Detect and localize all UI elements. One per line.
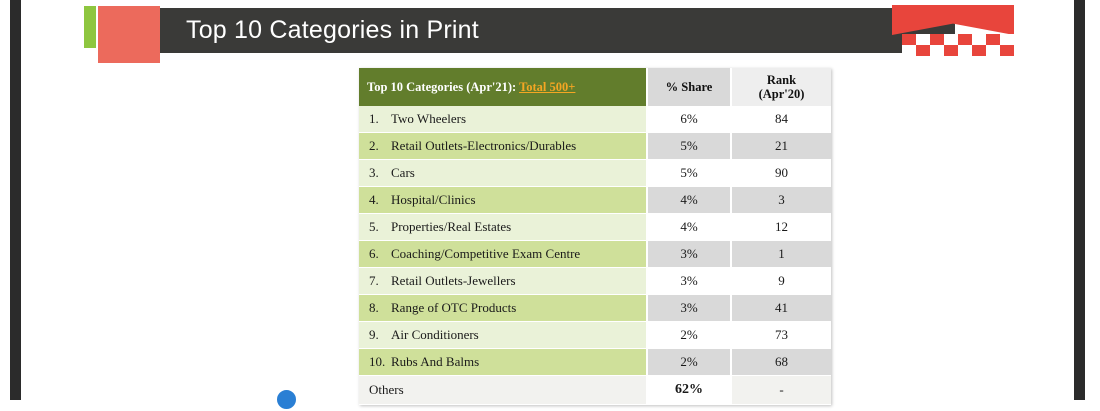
- cell-share: 5%: [647, 133, 731, 160]
- cell-index: 4.: [369, 192, 379, 207]
- cell-index: 7.: [369, 273, 379, 288]
- cell-rank: 68: [731, 349, 831, 376]
- table-row: [359, 133, 831, 160]
- table-row: [359, 322, 831, 349]
- cell-category-label: Rubs And Balms: [391, 354, 480, 369]
- cell-index: 2.: [369, 138, 379, 153]
- decor-red-tab: [98, 6, 160, 63]
- cell-category-label: Cars: [391, 165, 415, 180]
- cell-rank: 90: [731, 160, 831, 187]
- cell-category-label: Others: [369, 382, 404, 397]
- column-header-rank-line1: Rank: [766, 72, 797, 87]
- table-row: [359, 160, 831, 187]
- cell-category: [359, 133, 647, 160]
- slide-content: [43, 0, 1052, 400]
- cell-index: 6.: [369, 246, 379, 261]
- column-header-rank: [731, 68, 831, 106]
- cell-rank: 73: [731, 322, 831, 349]
- cell-rank: 3: [731, 187, 831, 214]
- cell-category: [359, 349, 647, 376]
- decor-checkerboard: [902, 34, 1014, 56]
- decor-green-tab: [84, 6, 96, 48]
- cell-category: [359, 268, 647, 295]
- table-row: [359, 214, 831, 241]
- cell-category: [359, 106, 647, 133]
- cell-rank: 12: [731, 214, 831, 241]
- cell-share: 2%: [647, 322, 731, 349]
- cell-share: 5%: [647, 160, 731, 187]
- cell-category-label: Retail Outlets-Electronics/Durables: [391, 138, 577, 153]
- cell-category-label: Properties/Real Estates: [391, 219, 512, 234]
- column-header-category: [359, 68, 647, 106]
- table-row: [359, 187, 831, 214]
- cell-rank: 1: [731, 241, 831, 268]
- cell-category: [359, 160, 647, 187]
- table-row: [359, 106, 831, 133]
- cell-category: [359, 187, 647, 214]
- cell-share: 3%: [647, 241, 731, 268]
- cell-category-label: Two Wheelers: [391, 111, 467, 126]
- cell-category: [359, 322, 647, 349]
- cell-category: [359, 241, 647, 268]
- table-row: [359, 241, 831, 268]
- cell-share: 3%: [647, 295, 731, 322]
- cell-rank: -: [731, 376, 831, 405]
- cell-index: 10.: [369, 354, 386, 369]
- cell-category-label: Coaching/Competitive Exam Centre: [391, 246, 581, 261]
- cell-index: 9.: [369, 327, 379, 342]
- cell-index: 1.: [369, 111, 379, 126]
- cell-rank: 9: [731, 268, 831, 295]
- cell-category-label: Air Conditioners: [391, 327, 479, 342]
- cell-category: [359, 295, 647, 322]
- cell-rank: 21: [731, 133, 831, 160]
- cell-index: 5.: [369, 219, 379, 234]
- table-row: [359, 349, 831, 376]
- table-row: [359, 295, 831, 322]
- cell-index: 3.: [369, 165, 379, 180]
- categories-table-container: [359, 68, 831, 405]
- column-header-share: % Share: [647, 68, 731, 106]
- cell-share: 4%: [647, 187, 731, 214]
- cell-category-label: Retail Outlets-Jewellers: [391, 273, 516, 288]
- column-header-category-text: Top 10 Categories (Apr'21):: [367, 79, 520, 94]
- table-header-row: [359, 68, 831, 106]
- table-row: [359, 268, 831, 295]
- cell-category: [359, 214, 647, 241]
- cell-share: 62%: [647, 376, 731, 405]
- table-head: [359, 68, 831, 106]
- cell-share: 4%: [647, 214, 731, 241]
- table-body: [359, 106, 831, 405]
- cell-index: 8.: [369, 300, 379, 315]
- cell-share: 2%: [647, 349, 731, 376]
- cell-category-label: Range of OTC Products: [391, 300, 517, 315]
- slide-frame: [10, 0, 1085, 400]
- total-500-link[interactable]: Total 500+: [519, 79, 576, 94]
- page-title: Top 10 Categories in Print: [186, 16, 479, 44]
- table-row-others: [359, 376, 831, 405]
- cell-share: 6%: [647, 106, 731, 133]
- categories-table: [359, 68, 831, 405]
- cell-rank: 84: [731, 106, 831, 133]
- cell-rank: 41: [731, 295, 831, 322]
- cell-category: [359, 376, 647, 405]
- cell-category-label: Hospital/Clinics: [391, 192, 476, 207]
- cell-share: 3%: [647, 268, 731, 295]
- column-header-rank-line2: (Apr'20): [758, 87, 805, 101]
